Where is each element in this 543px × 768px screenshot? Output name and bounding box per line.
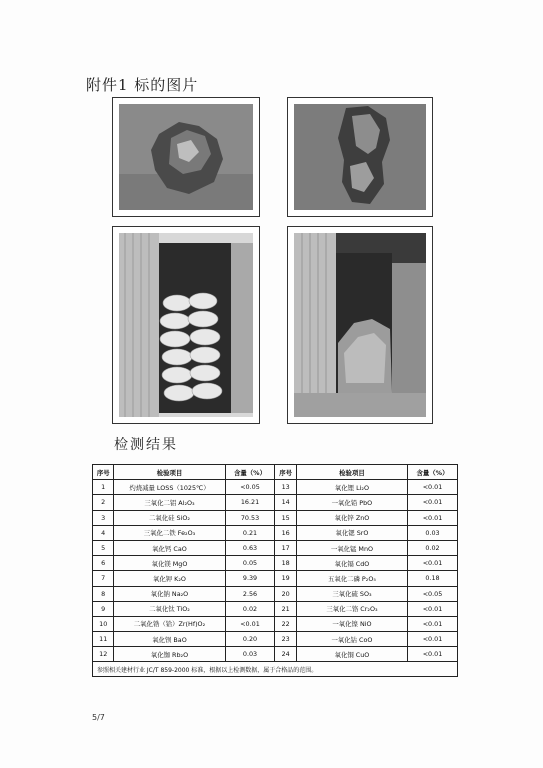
table-cell: 0.03 <box>408 525 458 540</box>
table-cell: 11 <box>93 632 114 647</box>
table-cell: 19 <box>275 571 296 586</box>
table-cell: 五氧化二磷 P₂O₅ <box>296 571 407 586</box>
table-cell: <0.01 <box>408 601 458 616</box>
table-cell: 二氧化钛 TiO₂ <box>114 601 225 616</box>
table-note-row <box>93 662 458 677</box>
table-cell: 9.39 <box>225 571 275 586</box>
table-cell: 三氧化二铬 Cr₂O₃ <box>296 601 407 616</box>
table-cell: 氧化镁 MgO <box>114 556 225 571</box>
table-cell: 10 <box>93 616 114 631</box>
table-cell: 12 <box>93 647 114 662</box>
table-cell: 9 <box>93 601 114 616</box>
table-cell: 氧化铷 Rb₂O <box>114 647 225 662</box>
column-header: 序号 <box>275 465 296 480</box>
page-number: 5/7 <box>92 713 105 722</box>
table-cell: 22 <box>275 616 296 631</box>
table-cell: 氧化锌 ZnO <box>296 510 407 525</box>
column-header: 序号 <box>93 465 114 480</box>
table-row <box>93 586 458 601</box>
table-cell: 3 <box>93 510 114 525</box>
table-row <box>93 616 458 631</box>
table-cell: 23 <box>275 632 296 647</box>
table-row <box>93 525 458 540</box>
table-cell: 0.18 <box>408 571 458 586</box>
table-cell: 5 <box>93 540 114 555</box>
table-cell: 18 <box>275 556 296 571</box>
table-row <box>93 556 458 571</box>
table-row <box>93 540 458 555</box>
table-row <box>93 632 458 647</box>
table-cell: <0.05 <box>225 480 275 495</box>
column-header: 含量（%） <box>408 465 458 480</box>
table-cell: 16 <box>275 525 296 540</box>
table-cell: 0.20 <box>225 632 275 647</box>
table-cell: <0.01 <box>225 616 275 631</box>
attachment-heading: 附件1 标的图片 <box>86 76 199 94</box>
photo-container-rocks <box>287 226 433 424</box>
table-cell: 0.02 <box>408 540 458 555</box>
container-image <box>119 233 253 417</box>
table-cell: 二氧化硅 SiO₂ <box>114 510 225 525</box>
table-cell: 氧化铜 CuO <box>296 647 407 662</box>
table-cell: 6 <box>93 556 114 571</box>
standard-note: 参照相关建材行业 JC/T 859-2000 标准，根据以上检测数据，属于合格品的范围。 <box>93 662 458 677</box>
table-cell: 15 <box>275 510 296 525</box>
table-cell: 氧化钡 BaO <box>114 632 225 647</box>
photo-rock-sample-1 <box>112 97 260 217</box>
table-cell: 三氧化二铝 Al₂O₃ <box>114 495 225 510</box>
photo-container-bags <box>112 226 260 424</box>
photo-rock-sample-2 <box>287 97 433 217</box>
table-cell: 24 <box>275 647 296 662</box>
table-cell: 0.03 <box>225 647 275 662</box>
test-results-table <box>92 464 458 677</box>
table-cell: 0.21 <box>225 525 275 540</box>
table-cell: 一氧化钴 CoO <box>296 632 407 647</box>
rock-image <box>119 104 253 210</box>
table-cell: 二氧化锆（铪）Zr(Hf)O₂ <box>114 616 225 631</box>
table-cell: <0.01 <box>408 647 458 662</box>
table-row <box>93 647 458 662</box>
table-cell: 一氧化镍 NiO <box>296 616 407 631</box>
results-heading: 检测结果 <box>114 437 178 453</box>
table-cell: 一氧化铅 PbO <box>296 495 407 510</box>
table-cell: <0.05 <box>408 586 458 601</box>
table-cell: 16.21 <box>225 495 275 510</box>
table-cell: 2 <box>93 495 114 510</box>
table-row <box>93 601 458 616</box>
table-row <box>93 571 458 586</box>
table-cell: 0.02 <box>225 601 275 616</box>
table-cell: 灼烧减量 LOSS（1025℃） <box>114 480 225 495</box>
table-cell: 20 <box>275 586 296 601</box>
table-cell: 三氧化硫 SO₃ <box>296 586 407 601</box>
table-cell: 氧化锶 SrO <box>296 525 407 540</box>
table-cell: <0.01 <box>408 616 458 631</box>
column-header: 含量（%） <box>225 465 275 480</box>
table-cell: 氧化钾 K₂O <box>114 571 225 586</box>
table-cell: 0.63 <box>225 540 275 555</box>
table-cell: 2.56 <box>225 586 275 601</box>
table-cell: <0.01 <box>408 480 458 495</box>
table-cell: 14 <box>275 495 296 510</box>
column-header: 检验项目 <box>296 465 407 480</box>
column-header: 检验项目 <box>114 465 225 480</box>
table-cell: 氧化锂 Li₂O <box>296 480 407 495</box>
table-cell: 4 <box>93 525 114 540</box>
table-cell: <0.01 <box>408 495 458 510</box>
container-image <box>294 233 426 417</box>
table-header-row <box>93 465 458 480</box>
table-cell: 0.05 <box>225 556 275 571</box>
table-cell: <0.01 <box>408 510 458 525</box>
table-row <box>93 495 458 510</box>
table-cell: 一氧化锰 MnO <box>296 540 407 555</box>
table-cell: 三氧化二铁 Fe₂O₃ <box>114 525 225 540</box>
table-cell: <0.01 <box>408 556 458 571</box>
table-cell: 氧化钙 CaO <box>114 540 225 555</box>
table-row <box>93 510 458 525</box>
table-cell: 17 <box>275 540 296 555</box>
rock-image <box>294 104 426 210</box>
table-cell: 氧化镉 CdO <box>296 556 407 571</box>
table-cell: 8 <box>93 586 114 601</box>
table-cell: 13 <box>275 480 296 495</box>
table-row <box>93 480 458 495</box>
table-cell: <0.01 <box>408 632 458 647</box>
table-cell: 7 <box>93 571 114 586</box>
table-cell: 70.53 <box>225 510 275 525</box>
table-cell: 21 <box>275 601 296 616</box>
table-cell: 氧化钠 Na₂O <box>114 586 225 601</box>
table-cell: 1 <box>93 480 114 495</box>
